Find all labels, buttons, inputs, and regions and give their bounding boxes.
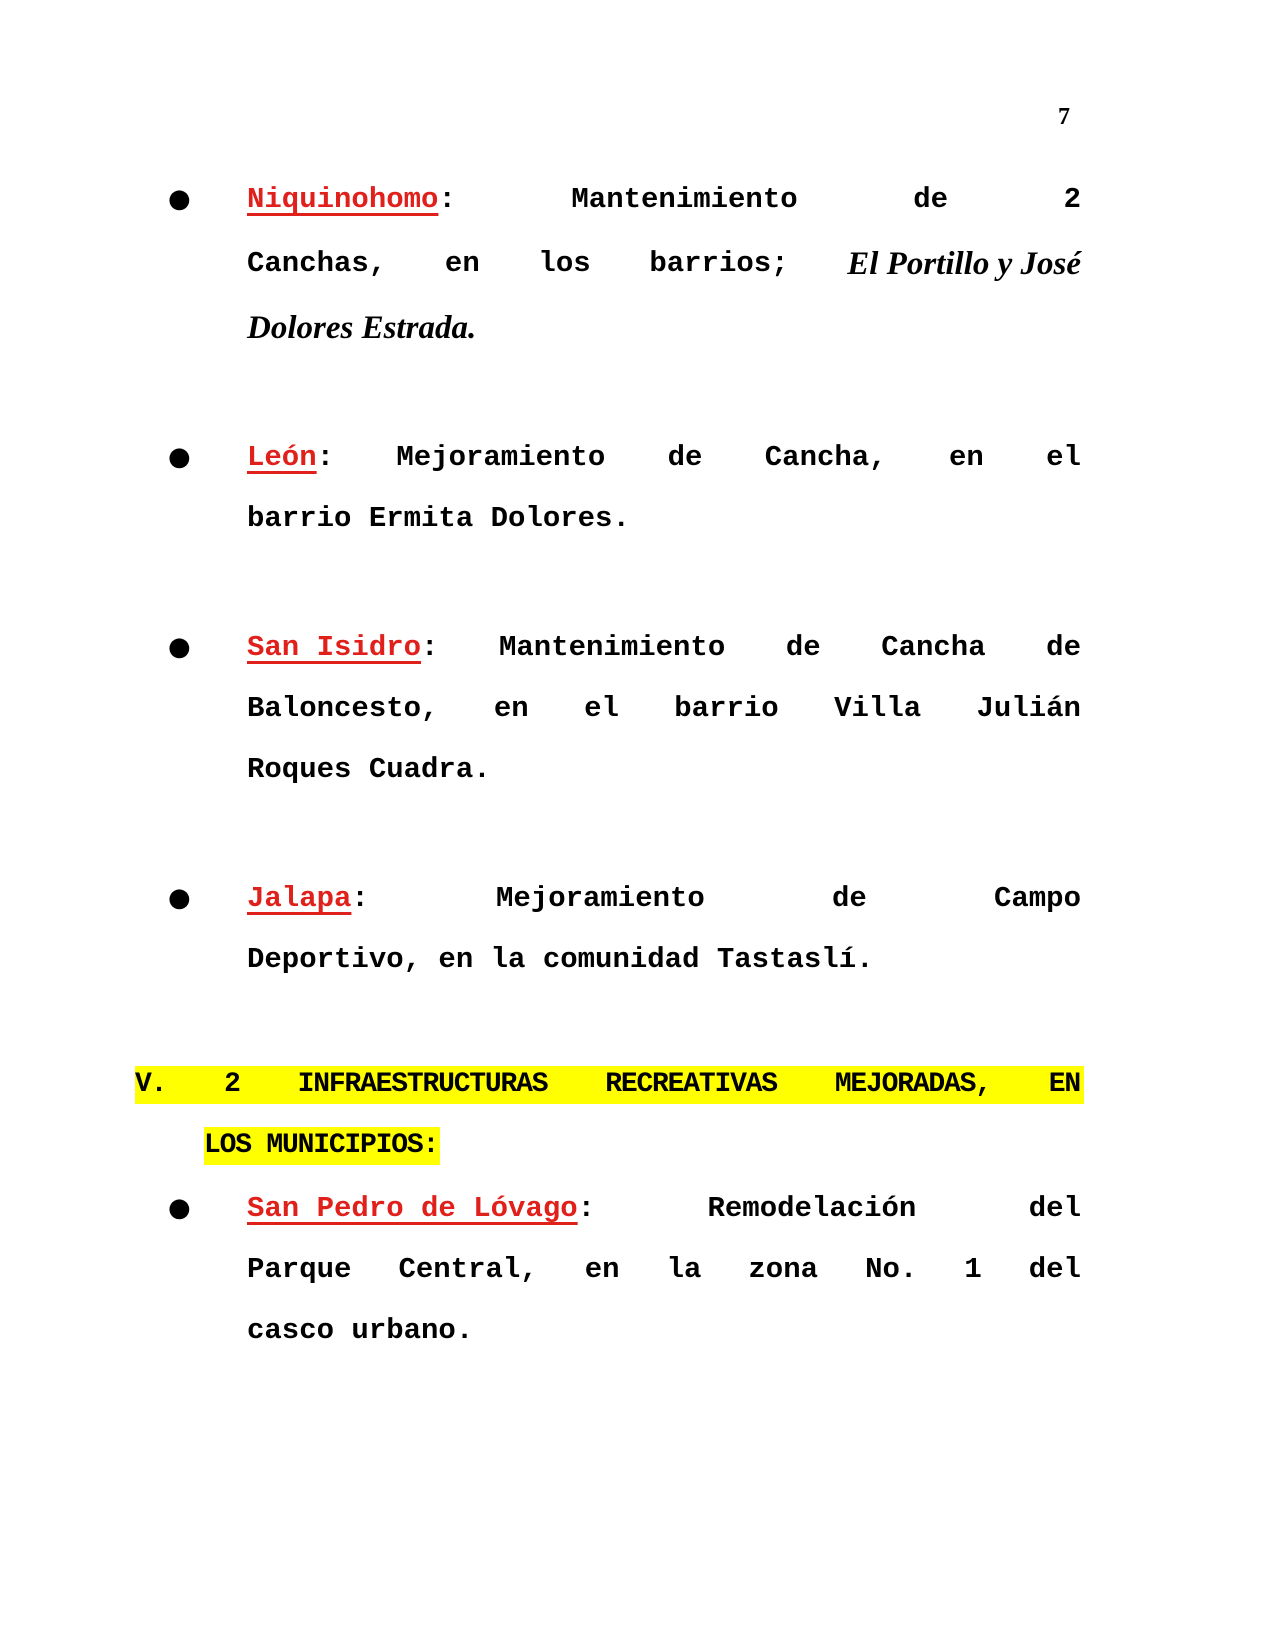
- item-line: Roques Cuadra.: [247, 753, 491, 786]
- municipality-name: Jalapa: [247, 882, 352, 915]
- item-line: Niquinohomo: Mantenimiento de 2: [247, 183, 1081, 216]
- bullet-icon: ●: [168, 442, 191, 472]
- bullet-icon: ●: [168, 1193, 191, 1223]
- item-line: casco urbano.: [247, 1314, 474, 1347]
- section-heading-line: V. 2 INFRAESTRUCTURAS RECREATIVAS MEJORADAS, EN: [135, 1066, 1084, 1104]
- item-line: barrio Ermita Dolores.: [247, 502, 630, 535]
- item-line: San Isidro: Mantenimiento de Cancha de: [247, 631, 1081, 664]
- section-heading-line: LOS MUNICIPIOS:: [204, 1127, 440, 1165]
- item-line: [247, 308, 1081, 348]
- item-line: León: Mejoramiento de Cancha, en el: [247, 441, 1081, 474]
- neighborhood-names: El Portillo y José: [847, 246, 1081, 282]
- bullet-icon: ●: [168, 632, 191, 662]
- item-line: Canchas, en los barrios; El Portillo y José: [247, 246, 1081, 282]
- municipality-name: San Pedro de Lóvago: [247, 1192, 578, 1225]
- municipality-name: San Isidro: [247, 631, 422, 664]
- item-line: Baloncesto, en el barrio Villa Julián: [247, 692, 1081, 725]
- item-line: Jalapa: Mejoramiento de Campo: [247, 882, 1081, 915]
- item-line: Deportivo, en la comunidad Tastaslí.: [247, 943, 874, 976]
- item-line: Parque Central, en la zona No. 1 del: [247, 1253, 1081, 1286]
- bullet-icon: ●: [168, 184, 191, 214]
- municipality-name: León: [247, 441, 317, 474]
- page-number: 7: [1058, 104, 1070, 130]
- neighborhood-names: Dolores Estrada.: [247, 310, 477, 346]
- municipality-name: Niquinohomo: [247, 183, 439, 216]
- item-line: San Pedro de Lóvago: Remodelación del: [247, 1192, 1081, 1225]
- bullet-icon: ●: [168, 883, 191, 913]
